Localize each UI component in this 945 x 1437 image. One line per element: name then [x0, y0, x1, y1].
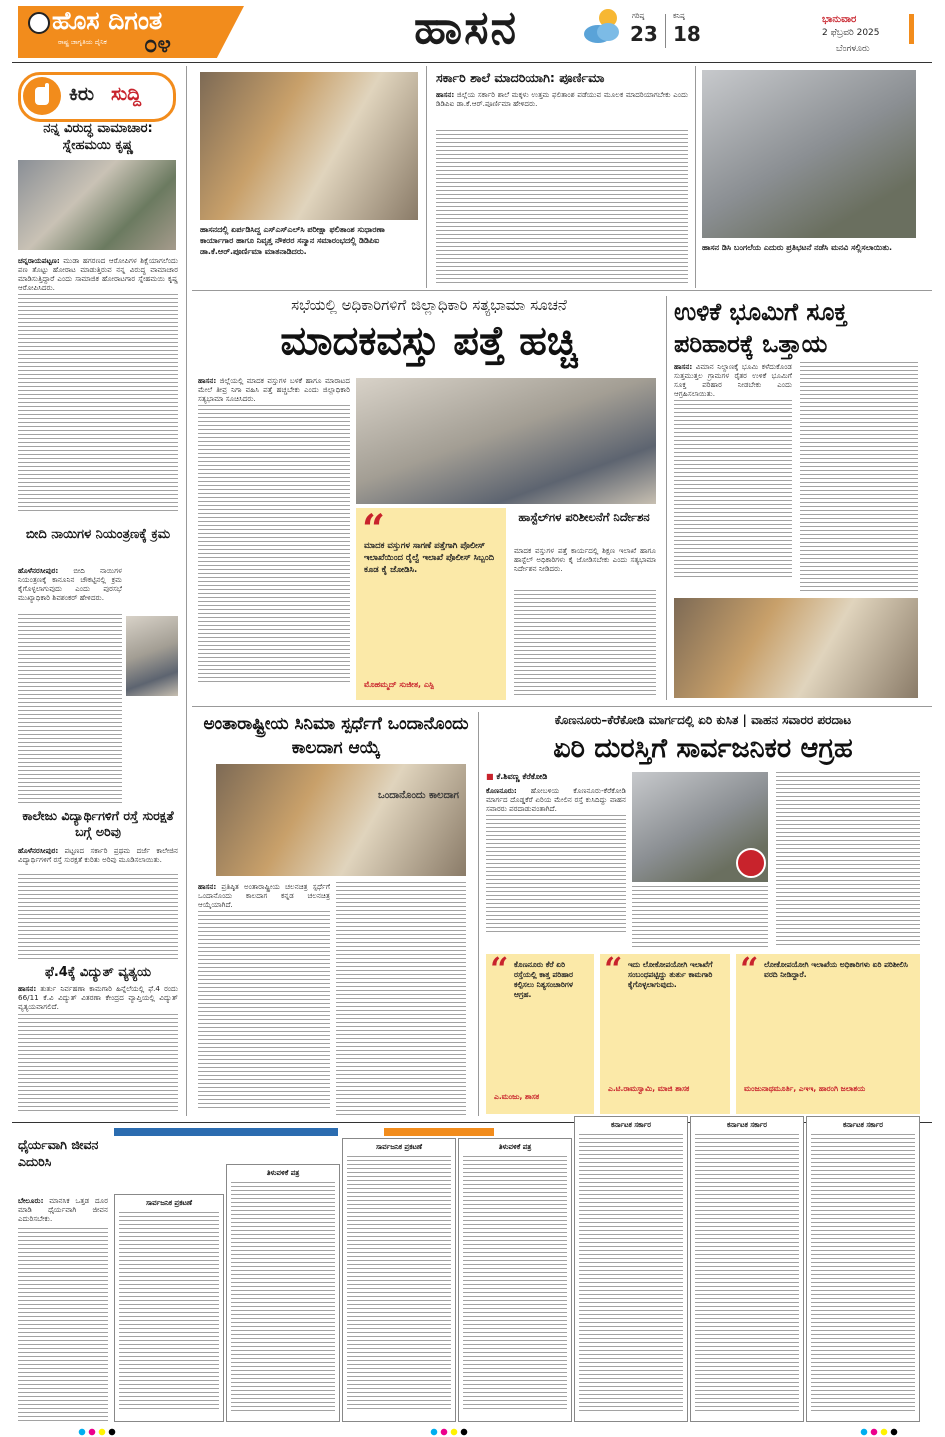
temp-max: 23: [630, 22, 658, 46]
masthead-rule: [12, 62, 932, 63]
story5-text-lines: [18, 1228, 108, 1424]
lead-sidebar-headline: ಹಾಸ್ಟೆಲ್‌ಗಳ ಪರಿಶೀಲನೆಗೆ ನಿರ್ದೇಶನ: [518, 510, 650, 524]
story5-lead: ಮಾನಸಿಕ ಒತ್ತಡ ದೂರ ಮಾಡಿ ಧೈರ್ಯವಾಗಿ ಜೀವನ ಎದುರಿಸಬೇಕು.: [18, 1196, 108, 1223]
road-quote-3-author: ಮಂಜುನಾಥಮೂರ್ತಿ, ಎಇಇ, ಹಾರಂಗಿ ಜಲಾಶಯ: [744, 1084, 866, 1093]
road-quote-1-text: ಕೊಣನೂರು ಕೆರೆ ಏರಿ ರಸ್ತೆಯಲ್ಲಿ ಕಾತ್ತ ಪರಿಹಾರ ಕಲ್ಪಿಸಲು ನಿತ್ಯಸಂಚಾರಿಗಳ ಆಗ್ರಹ.: [514, 960, 574, 999]
classified-col-5: [574, 1116, 688, 1422]
top-photo-story-caption: ಹಾಸನದಲ್ಲಿ ಏರ್ಪಡಿಸಿದ್ದ ಎಸ್‌ಎಸ್‌ಎಲ್‌ಸಿ ಪರೀಕ್ಷಾ ಫಲಿತಾಂಶ ಸುಧಾರಣಾ ಕಾರ್ಯಾಗಾರ ಹಾಗೂ ನಿವೃತ್ತ ನೌಕರರ ಸನ್ಮಾನ ಸಮಾರಂಭದಲ್ಲಿ ಡಿಡಿಪಿಐ ಡಾ.ಕೆ.ಆರ್.ಪೂರ್ಣಿಮಾ ಮಾತನಾಡಿದರು.: [200, 225, 385, 256]
top-center-headline: ಸರ್ಕಾರಿ ಶಾಲೆ ಮಾದರಿಯಾಗಿ: ಪೂರ್ಣಿಮಾ: [436, 70, 605, 85]
lead-kicker: ಸಭೆಯಲ್ಲಿ ಅಧಿಕಾರಿಗಳಿಗೆ ಜಿಲ್ಲಾಧಿಕಾರಿ ಸತ್ಯಭಾಮಾ ಸೂಚನೆ: [291, 296, 567, 314]
classified-col-7-title: ಕರ್ನಾಟಕ ಸರ್ಕಾರ: [843, 1121, 883, 1129]
classified-col-7-lines: [811, 1134, 915, 1414]
right-story-body: [674, 362, 792, 592]
road-quote-1: [486, 950, 594, 1114]
road-quote-3-text: ಲೋಕೋಪಯೋಗಿ ಇಲಾಖೆಯ ಅಧಿಕಾರಿಗಳು ಏರಿ ಪರಿಶೀಲಿಸಿ ವರದಿ ನೀಡಿದ್ದಾರೆ.: [764, 960, 908, 979]
registration-marks-center: [430, 1428, 470, 1436]
top-divider-1: [426, 66, 427, 288]
byline-marker: ■: [486, 772, 497, 781]
masthead-logo-text: ಹೊಸ ದಿಗಂತ: [52, 6, 163, 35]
logo-emblem-icon: [28, 12, 50, 34]
quote-mark-icon: “: [604, 950, 623, 988]
right-story-photo: [674, 598, 918, 698]
top-photo-story-image: [200, 72, 418, 220]
classified-col-3-title: ಸಾರ್ವಜನಿಕ ಪ್ರಕಟಣೆ: [375, 1143, 423, 1151]
classifieds-band-orange: [384, 1128, 494, 1136]
cinema-divider: [478, 712, 479, 1116]
road-quote-2-text: ಇದು ಲೋಕೋಪಯೋಗಿ ಇಲಾಖೆಗೆ ಸಂಬಂಧಪಟ್ಟಿದ್ದು ತುರ್ತು ಕಾಮಗಾರಿ ಕೈಗೊಳ್ಳಲಾಗುವುದು.: [628, 960, 713, 989]
cinema-dateline: ಹಾಸನ:: [198, 882, 217, 891]
road-lines-1: [486, 815, 626, 935]
story5-dateline: ಬೇಲೂರು:: [18, 1196, 44, 1205]
classified-col-4-lines: [463, 1156, 567, 1412]
quote-mark-icon: “: [490, 950, 509, 988]
story2-dateline: ಹೊಳೆನರಸೀಪುರ:: [18, 566, 59, 575]
story1-dateline: ಚನ್ನರಾಯಪಟ್ಟಣ:: [18, 256, 60, 265]
road-lines-3: [776, 772, 920, 948]
hand-point-icon: [23, 77, 61, 115]
edition-day: ಭಾನುವಾರ: [822, 14, 857, 25]
top-center-body: [436, 90, 688, 128]
top-center-dateline: ಹಾಸನ:: [436, 90, 455, 99]
top-right-photo: [702, 70, 916, 238]
top-row-rule: [192, 290, 932, 291]
lead-sidebar-text: ಮಾದಕ ವಸ್ತುಗಳ ಪತ್ತೆ ಕಾರ್ಯದಲ್ಲಿ ಶಿಕ್ಷಣ ಇಲಾಖೆ ಹಾಗೂ ಹಾಸ್ಟೆಲ್ ಅಧಿಕಾರಿಗಳು ಕೈ ಜೋಡಿಸಬೇಕು ಎಂದು ಸತ್ಯಭಾಮಾ ನಿರ್ದೇಶನ ನೀಡಿದರು.: [514, 546, 656, 573]
right-story-lines-2: [800, 362, 918, 592]
left-column-divider: [186, 66, 187, 1116]
road-lines-2: [632, 886, 768, 948]
story4-body: [18, 984, 178, 1012]
road-lead: ಹೋಬಳಿಯ ಕೊಣನೂರು-ಕೆರೆಕೋಡಿ ಮಾರ್ಗದ ದೊಡ್ಡಕೆರೆ ಏರಿಯ ಮೇಲಿನ ರಸ್ತೆ ಕುಸಿದಿದ್ದು ವಾಹನ ಸವಾರರು ಪರದಾಡುವಂತಾಗಿದೆ.: [486, 786, 626, 813]
road-dateline: ಕೊಣನೂರು:: [486, 786, 517, 795]
story4-headline: ಫೆ.4ಕ್ಕೆ ವಿದ್ಯುತ್ ವ್ಯತ್ಯಯ: [44, 965, 152, 980]
story1-lead: ಮುಡಾ ಹಗರಣದ ಆರೋಪಿಗಳ ಶಿಕ್ಷೆಯಾಗಲೆಂದು ಪಣ ತೊಟ್ಟು ಹೋರಾಟ ಮಾಡುತ್ತಿರುವ ನನ್ನ ವಿರುದ್ಧ ವಾಮಾಚಾರ ಮಾಡಿಸುತ್ತಿದ್ದಾರೆ ಎಂದು ಸಾಮಾಜಿಕ ಹೋರಾಟಗಾರ ಸ್ನೇಹಮಯಿ ಕೃಷ್ಣ ಆರೋಪಿಸಿದರು.: [18, 256, 178, 292]
kicker-separator: |: [742, 713, 752, 727]
temp-divider: [665, 14, 666, 48]
edition-date: 2 ಫೆಬ್ರವರಿ 2025: [822, 28, 880, 38]
cloud-sun-icon: [580, 4, 624, 48]
lead-quote-text: ಮಾದಕ ವಸ್ತುಗಳ ಸಾಗಣೆ ಪತ್ತೆಗಾಗಿ ಪೊಲೀಸ್ ಇಲಾಖೆಯಿಂದ ರೈಲ್ವೆ ಇಲಾಖೆ ಪೊಲೀಸ್ ಸಿಬ್ಬಂದಿ ಕೂಡ ಕೈ ಜೋಡಿಸಿ.: [364, 541, 495, 575]
road-quote-2-author: ಎ.ಟಿ.ರಾಮಸ್ವಾಮಿ, ಮಾಜಿ ಶಾಸಕ: [608, 1084, 690, 1093]
road-quote-1-author: ಎ.ಮಂಜು, ಶಾಸಕ: [494, 1092, 540, 1101]
road-body: [486, 786, 626, 948]
story2-lead: ಬೀದಿ ನಾಯಿಗಳ ನಿಯಂತ್ರಣಕ್ಕೆ ಕಾನೂನಿನ ಚೌಕಟ್ಟಿನಲ್ಲಿ ಕ್ರಮ ಕೈಗೊಳ್ಳಲಾಗುವುದು ಎಂದು ಪುರಸಭೆ ಮುಖ್ಯಾಧಿಕಾರಿ ಶಿವಶಂಕರ್ ಹೇಳಿದರು.: [18, 566, 122, 602]
lead-lead: ಜಿಲ್ಲೆಯಲ್ಲಿ ಮಾದಕ ವಸ್ತುಗಳ ಬಳಕೆ ಹಾಗೂ ಮಾರಾಟದ ಮೇಲೆ ತೀವ್ರ ನಿಗಾ ವಹಿಸಿ ಪತ್ತೆ ಹಚ್ಚಬೇಕು ಎಂದು ಜಿಲ್ಲಾಧಿಕಾರಿ ಸತ್ಯಭಾಮಾ ಸೂಚಿಸಿದರು.: [198, 376, 350, 403]
lead-text-lines-1: [198, 405, 350, 685]
story3-body: [18, 846, 178, 872]
story2-headline: ಬೀದಿ ನಾಯಿಗಳ ನಿಯಂತ್ರಣಕ್ಕೆ ಕ್ರಮ: [25, 527, 171, 542]
cinema-poster-title: ಒಂದಾನೊಂದು ಕಾಲದಾಗ: [378, 790, 459, 801]
masthead-tagline: ರಾಷ್ಟ್ರ ಜಾಗೃತಿಯ ದೈನಿಕ: [58, 38, 107, 46]
lead-dateline: ಹಾಸನ:: [198, 376, 217, 385]
quote-mark-icon: “: [362, 506, 386, 553]
top-center-text-lines: [436, 130, 688, 284]
road-quote-2: [600, 950, 730, 1114]
classified-col-1-lines: [119, 1212, 219, 1412]
classified-col-5-title: ಕರ್ನಾಟಕ ಸರ್ಕಾರ: [611, 1121, 651, 1129]
lead-right-divider: [666, 296, 667, 700]
cinema-body: [198, 882, 330, 1118]
classified-col-6-lines: [695, 1134, 799, 1414]
story5-body: [18, 1196, 108, 1226]
classifieds-area: [114, 1121, 920, 1424]
temp-min: 18: [673, 22, 701, 46]
lead-body-col1: [198, 376, 350, 700]
road-photo-badge: [736, 848, 766, 878]
cinema-headline: ಅಂತಾರಾಷ್ಟ್ರೀಯ ಸಿನಿಮಾ ಸ್ಪರ್ಧೆಗೆ ಒಂದಾನೊಂದು ಕಾಲದಾಗ ಆಯ್ಕೆ: [203, 714, 469, 758]
right-story-lines-1: [674, 400, 792, 580]
classified-col-6: [690, 1116, 804, 1422]
story2-body: [18, 566, 122, 612]
story1-body: [18, 256, 178, 522]
story4-dateline: ಹಾಸನ:: [18, 984, 37, 993]
mid-row-rule: [192, 706, 932, 707]
right-story-dateline: ಹಾಸನ:: [674, 362, 693, 371]
classified-col-3: [342, 1138, 456, 1422]
story3-dateline: ಹೊಳೆನರಸೀಪುರ:: [18, 846, 59, 855]
story2-photo: [126, 616, 178, 696]
story2-text-lines: [18, 614, 122, 804]
story3-lead: ಪಟ್ಟಣದ ಸರ್ಕಾರಿ ಪ್ರಥಮ ದರ್ಜೆ ಕಾಲೇಜಿನ ವಿದ್ಯಾರ್ಥಿಗಳಿಗೆ ರಸ್ತೆ ಸುರಕ್ಷತೆ ಕುರಿತು ಅರಿವು ಮೂಡಿಸಲಾಯಿತು.: [18, 846, 178, 864]
lead-sidebar-lines: [514, 590, 656, 698]
lead-headline: ಮಾದಕವಸ್ತು ಪತ್ತೆ ಹಚ್ಚಿ: [280, 318, 578, 364]
page-number: ೦೪: [144, 30, 171, 58]
story1-photo: [18, 160, 176, 250]
road-quote-3: [736, 950, 920, 1114]
road-byline-text: ಕೆ.ಶಿವಣ್ಣ ಕೆರೆಕೋಡಿ: [496, 772, 548, 781]
classified-col-4: [458, 1138, 572, 1422]
cinema-poster: [216, 764, 466, 876]
quote-mark-icon: “: [740, 950, 759, 988]
classified-col-7: [806, 1116, 920, 1422]
masthead: [0, 0, 945, 62]
lead-quote-author: ಮೊಹಮ್ಮದ್ ಸುಜೀತ, ಎಸ್ಪಿ: [364, 680, 434, 689]
road-headline: ಏರಿ ದುರಸ್ತಿಗೆ ಸಾರ್ವಜನಿಕರ ಆಗ್ರಹ: [553, 733, 853, 764]
classified-col-2: [226, 1164, 340, 1422]
edition-bar: [909, 14, 914, 44]
road-byline: [486, 772, 626, 782]
classified-col-5-lines: [579, 1134, 683, 1414]
classified-col-4-title: ತಿಳುವಳಿಕೆ ಪತ್ರ: [498, 1143, 532, 1151]
road-kicker: [486, 712, 920, 728]
classified-col-2-lines: [231, 1182, 335, 1412]
registration-marks-left: [78, 1428, 118, 1436]
classified-col-1: [114, 1194, 224, 1422]
story4-lead: ತುರ್ತು ನಿರ್ವಹಣಾ ಕಾಮಗಾರಿ ಹಿನ್ನೆಲೆಯಲ್ಲಿ ಫೆ.4 ರಂದು 66/11 ಕೆ.ವಿ ವಿದ್ಯುತ್ ವಿತರಣಾ ಕೇಂದ್ರದ ವ್ಯಾಪ್ತಿಯಲ್ಲಿ ವಿದ್ಯುತ್ ವ್ಯತ್ಯಯವಾಗಲಿದೆ.: [18, 984, 178, 1011]
classified-col-1-title: ಸಾರ್ವಜನಿಕ ಪ್ರಕಟಣೆ: [145, 1199, 193, 1207]
story3-text-lines: [18, 874, 178, 960]
temp-min-label: ಕನಿಷ್ಠ: [673, 12, 685, 20]
lead-quote-box: [356, 508, 506, 700]
story5-headline: ಧೈರ್ಯವಾಗಿ ಜೀವನ ಎದುರಿಸಿ: [18, 1137, 99, 1169]
city-name: ಹಾಸನ: [414, 0, 519, 54]
right-story-lead: ವಿಮಾನ ನಿಲ್ದಾಣಕ್ಕೆ ಭೂಮಿ ಕಳೆದುಕೊಂಡ ಸುತ್ತಮುತ್ತಲ ಗ್ರಾಮಗಳ ರೈತರ ಉಳಿಕೆ ಭೂಮಿಗೆ ಸೂಕ್ತ ಪರಿಹಾರ ನೀಡಬೇಕು ಎಂದು ಆಗ್ರಹಿಸಲಾಯಿತು.: [674, 362, 792, 398]
top-right-caption: ಹಾಸನ ಡಿಸಿ ಬಂಗಲೆಯ ಎದುರು ಪ್ರತಿಭಟನೆ ನಡೆಸಿ ಮನವಿ ಸಲ್ಲಿಸಲಾಯಿತು.: [702, 243, 893, 252]
story1-text-lines: [18, 294, 178, 514]
classifieds-band-blue: [114, 1128, 338, 1136]
story3-headline: ಕಾಲೇಜು ವಿದ್ಯಾರ್ಥಿಗಳಿಗೆ ರಸ್ತೆ ಸುರಕ್ಷತೆ ಬಗ್ಗೆ ಅರಿವು: [22, 808, 174, 839]
road-kicker-1: ಕೊಣನೂರು–ಕೆರೆಕೋಡಿ ಮಾರ್ಗದಲ್ಲಿ ಏರಿ ಕುಸಿತ: [554, 713, 739, 727]
road-kicker-2: ವಾಹನ ಸವಾರರ ಪರದಾಟ: [751, 713, 852, 727]
top-center-lead: ಜಿಲ್ಲೆಯ ಸರ್ಕಾರಿ ಶಾಲೆ ಮಕ್ಕಳು ಉತ್ತಮ ಫಲಿತಾಂಶ ಪಡೆಯುವ ಮೂಲಕ ಮಾದರಿಯಾಗಬೇಕು ಎಂದು ಡಿಡಿಪಿಐ ಡಾ.ಕೆ.ಆರ್.ಪೂರ್ಣಿಮಾ ಹೇಳಿದರು.: [436, 90, 688, 108]
kirusuddi-badge: [18, 72, 176, 122]
registration-marks-right: [860, 1428, 900, 1436]
edition-city: ಬೆಂಗಳೂರು: [836, 44, 870, 54]
cinema-lines-2: [336, 882, 466, 1118]
story1-headline: ನನ್ನ ವಿರುದ್ಧ ವಾಮಾಚಾರ: ಸ್ನೇಹಮಯಿ ಕೃಷ್ಣ: [43, 121, 153, 153]
classified-col-6-title: ಕರ್ನಾಟಕ ಸರ್ಕಾರ: [727, 1121, 767, 1129]
classified-col-2-title: ತಿಳುವಳಿಕೆ ಪತ್ರ: [266, 1169, 300, 1177]
top-divider-2: [695, 66, 696, 288]
right-story-headline: ಉಳಿಕೆ ಭೂಮಿಗೆ ಸೂಕ್ತ ಪರಿಹಾರಕ್ಕೆ ಒತ್ತಾಯ: [674, 298, 848, 358]
cinema-lead: ಪ್ರತಿಷ್ಠಿತ ಅಂತಾರಾಷ್ಟ್ರೀಯ ಚಲನಚಿತ್ರ ಸ್ಪರ್ಧೆಗೆ ಒಂದಾನೊಂದು ಕಾಲದಾಗ ಕನ್ನಡ ಚಲನಚಿತ್ರ ಆಯ್ಕೆಯಾಗಿದೆ.: [198, 882, 330, 909]
cinema-lines-1: [198, 911, 330, 1111]
lead-photo: [356, 378, 656, 504]
kirusuddi-label-1: ಕಿರು: [69, 83, 94, 105]
kirusuddi-label-2: ಸುದ್ದಿ: [111, 83, 142, 105]
temp-max-label: ಗರಿಷ್ಠ: [632, 12, 645, 20]
classified-col-3-lines: [347, 1156, 451, 1412]
story4-text-lines: [18, 1014, 178, 1114]
